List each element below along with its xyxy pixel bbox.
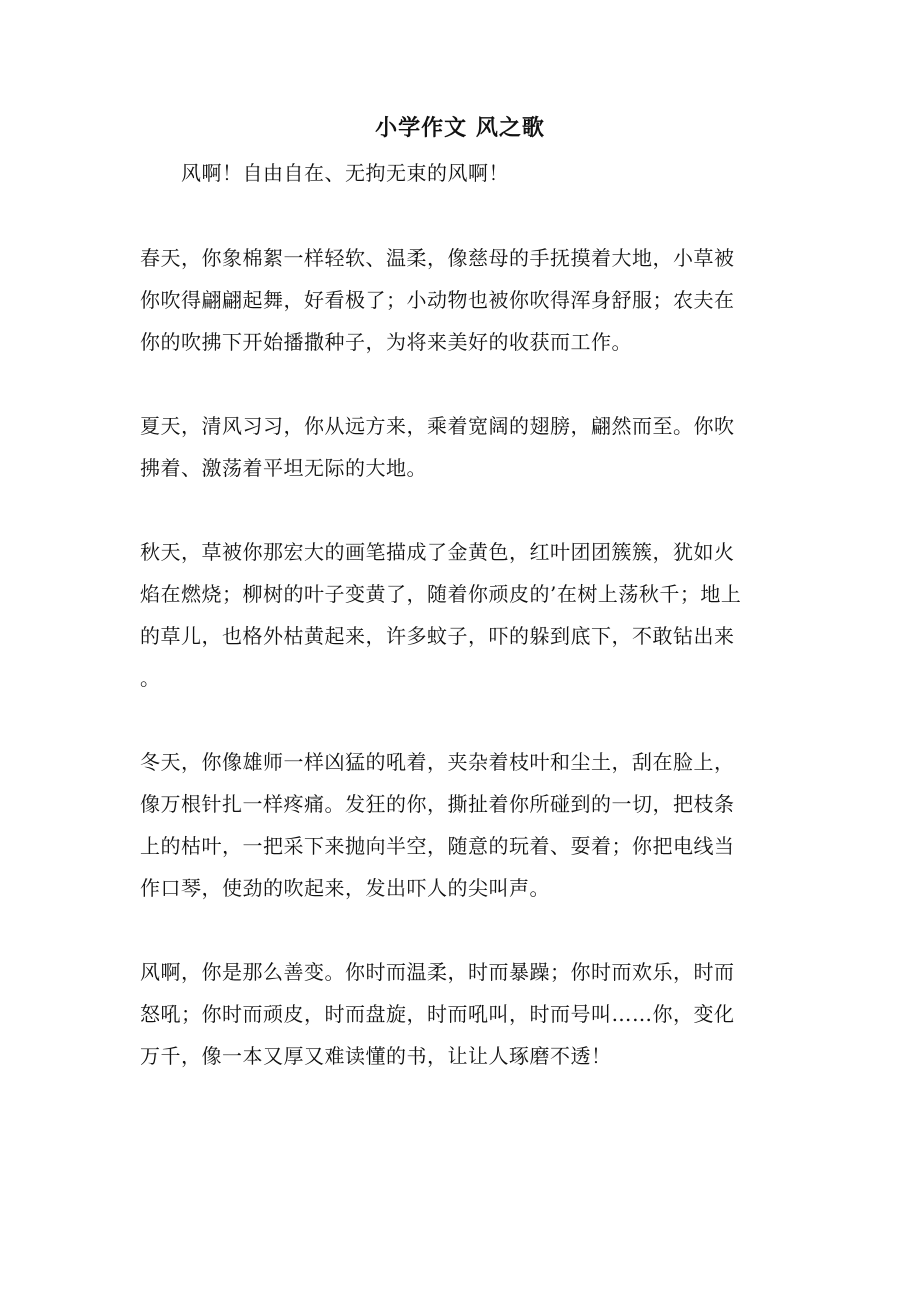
paragraph-line: 焰在燃烧；柳树的叶子变黄了，随着你顽皮的’在树上荡秋千；地上 <box>140 582 742 606</box>
paragraph-summer <box>140 405 782 489</box>
paragraph-line: 作口琴，使劲的吹起来，发出吓人的尖叫声。 <box>140 876 550 900</box>
paragraph-conclusion <box>140 951 782 1077</box>
paragraph-line: 的草儿，也格外枯黄起来，许多蚊子，吓的躲到底下，不敢钻出来 <box>140 624 735 648</box>
document-title: 小学作文 风之歌 <box>375 115 545 141</box>
paragraph-spring <box>140 237 782 363</box>
paragraph-line: 上的枯叶，一把采下来抛向半空，随意的玩着、耍着；你把电线当 <box>140 834 735 858</box>
paragraph-winter <box>140 741 782 909</box>
paragraph-line: 怒吼；你时而顽皮，时而盘旋，时而吼叫，时而号叫……你，变化 <box>140 1002 735 1026</box>
paragraph-line: 秋天，草被你那宏大的画笔描成了金黄色，红叶团团簇簇，犹如火 <box>140 540 735 564</box>
paragraph-line: 你吹得翩翩起舞，好看极了；小动物也被你吹得浑身舒服；农夫在 <box>140 288 735 312</box>
paragraph-line: 万千，像一本又厚又难读懂的书，让让人琢磨不透！ <box>140 1044 612 1068</box>
paragraph-line: 。 <box>140 666 161 690</box>
intro-line: 风啊！自由自在、无拘无束的风啊！ <box>181 161 509 185</box>
paragraph-line: 夏天，清风习习，你从远方来，乘着宽阔的翅膀，翩然而至。你吹 <box>140 414 735 438</box>
paragraph-line: 春天，你象棉絮一样轻软、温柔，像慈母的手抚摸着大地，小草被 <box>140 246 735 270</box>
paragraph-line: 冬天，你像雄师一样凶猛的吼着，夹杂着枝叶和尘土，刮在脸上， <box>140 750 735 774</box>
paragraph-line: 你的吹拂下开始播撒种子，为将来美好的收获而工作。 <box>140 330 632 354</box>
paragraph-line: 像万根针扎一样疼痛。发狂的你，撕扯着你所碰到的一切，把枝条 <box>140 792 735 816</box>
paragraph-autumn <box>140 531 782 699</box>
paragraph-line: 拂着、激荡着平坦无际的大地。 <box>140 456 427 480</box>
paragraph-line: 风啊，你是那么善变。你时而温柔，时而暴躁；你时而欢乐，时而 <box>140 960 735 984</box>
